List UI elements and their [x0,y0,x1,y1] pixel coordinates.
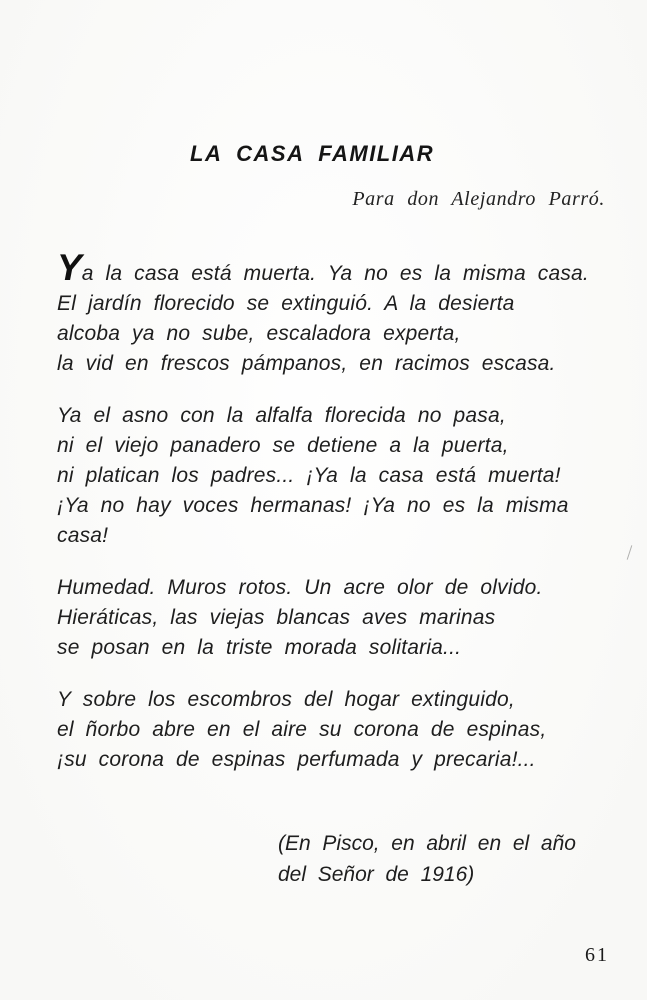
poem-line: ¡su corona de espinas perfumada y precaria!... [57,748,536,771]
poem-line: Ya el asno con la alfalfa florecida no pasa, [57,404,506,427]
poem-line: casa! [57,524,109,547]
colophon-line: (En Pisco, en abril en el año [278,832,576,855]
page-number: 61 [585,944,609,966]
poem-body [57,247,617,797]
poem-line: alcoba ya no sube, escaladora experta, [57,322,461,345]
colophon-line: del Señor de 1916) [278,863,475,886]
poem-line: ¡Ya no hay voces hermanas! ¡Ya no es la misma [57,494,569,517]
poem-line: ni platican los padres... ¡Ya la casa está muerta! [57,464,561,487]
stanza-1 [57,247,617,379]
poem-line: el ñorbo abre en el aire su corona de espinas, [57,718,547,741]
poem-line: ni el viejo panadero se detiene a la puerta, [57,434,509,457]
poem-line: Y sobre los escombros del hogar extinguido, [57,688,515,711]
poem-line: se posan en la triste morada solitaria... [57,636,462,659]
raised-initial: Y [57,247,82,288]
stanza-2 [57,401,617,551]
poem-line: Hieráticas, las viejas blancas aves marinas [57,606,496,629]
poem-line: Humedad. Muros rotos. Un acre olor de olvido. [57,576,543,599]
poem-line-text: a la casa está muerta. Ya no es la misma casa. [81,262,589,285]
poem-title: LA CASA FAMILIAR [190,141,435,166]
dedication-line: Para don Alejandro Parró. [352,188,605,210]
poem-line: El jardín florecido se extinguió. A la desierta [57,292,515,315]
scan-artifact-slash [627,545,633,560]
poem-line: la vid en frescos pámpanos, en racimos escasa. [57,352,556,375]
poem-line [57,247,617,289]
stanza-4 [57,685,617,775]
stanza-3 [57,573,617,663]
colophon [278,828,576,890]
